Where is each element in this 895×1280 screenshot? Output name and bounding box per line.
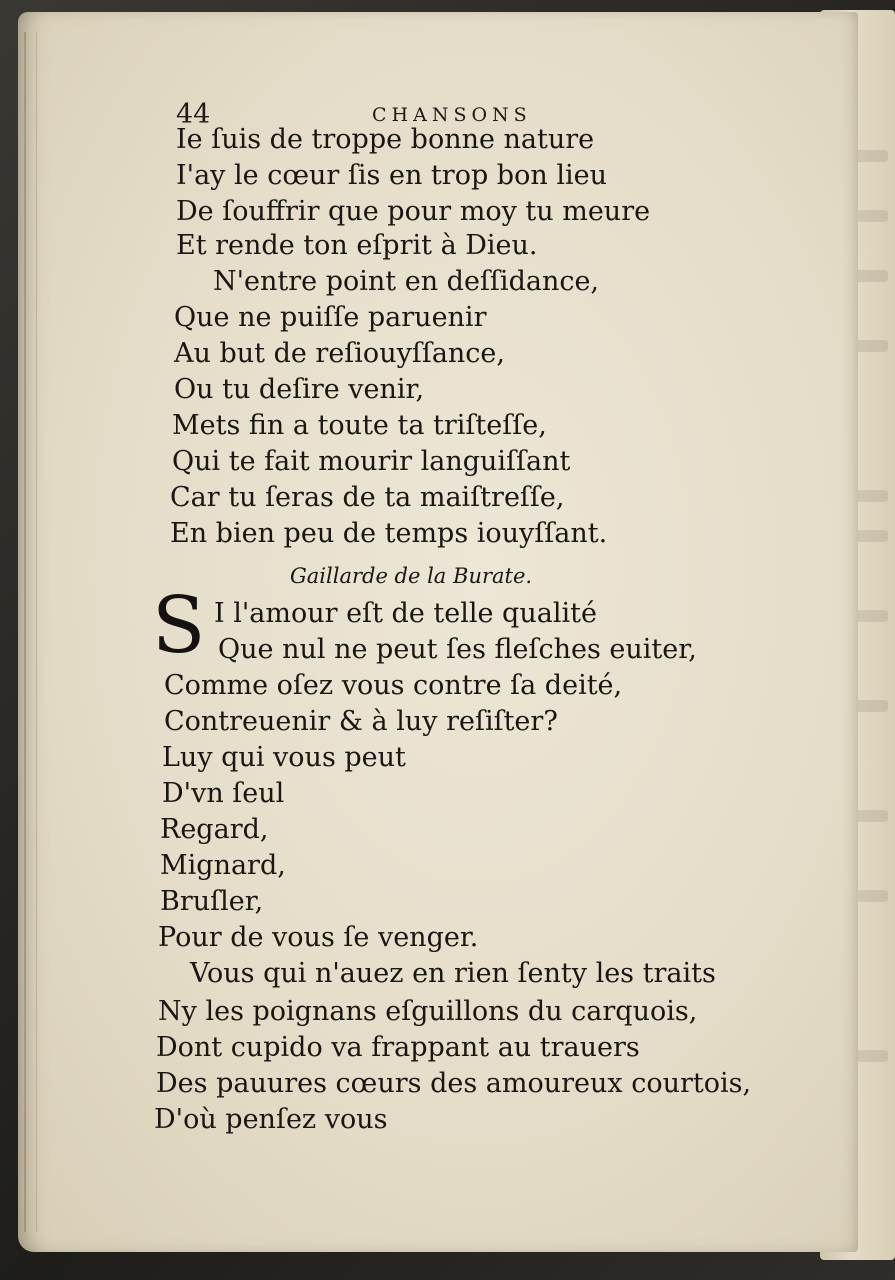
verse-line: D'vn ſeul bbox=[162, 778, 285, 809]
verse-line: Mignard, bbox=[160, 850, 286, 881]
verse-line: Que ne puiſſe paruenir bbox=[174, 302, 487, 333]
song-heading: Gaillarde de la Burate. bbox=[290, 564, 533, 588]
verse-line: Luy qui vous peut bbox=[162, 742, 406, 773]
verse-line: D'où penſez vous bbox=[154, 1104, 388, 1135]
drop-cap: S bbox=[152, 581, 206, 671]
verse-line: Comme oſez vous contre ſa deité, bbox=[164, 670, 623, 701]
verse-line: Car tu ſeras de ta maiſtreſſe, bbox=[170, 482, 565, 513]
verse-line: Des pauures cœurs des amoureux courtois, bbox=[156, 1068, 752, 1099]
verse-line: I'ay le cœur ſis en trop bon lieu bbox=[176, 160, 607, 191]
verse-line: Ny les poignans eſguillons du carquois, bbox=[158, 996, 698, 1027]
verse-line: Bruſler, bbox=[160, 886, 264, 917]
verse-line: N'entre point en deſſidance, bbox=[213, 266, 600, 297]
verse-line: Dont cupido va frappant au trauers bbox=[156, 1032, 640, 1063]
verse-line: I l'amour eſt de telle qualité bbox=[214, 598, 597, 629]
verse-line: Ou tu deſire venir, bbox=[174, 374, 425, 405]
verse-line: Pour de vous ſe venger. bbox=[158, 922, 479, 953]
verse-line: Et rende ton eſprit à Dieu. bbox=[176, 230, 538, 261]
verse-line: Au but de reſiouyſſance, bbox=[174, 338, 505, 369]
verse-line: Mets fin a toute ta triſteſſe, bbox=[172, 410, 547, 441]
verse-line: Vous qui n'auez en rien ſenty les traits bbox=[190, 958, 716, 989]
running-title: CHANSONS bbox=[372, 104, 532, 126]
verse-line: Ie ſuis de troppe bonne nature bbox=[176, 124, 595, 155]
verse-line: De ſouffrir que pour moy tu meure bbox=[176, 196, 651, 227]
verse-line: En bien peu de temps iouyſſant. bbox=[170, 518, 608, 549]
verse-line: Que nul ne peut ſes fleſches euiter, bbox=[218, 634, 697, 665]
verse-line: Qui te fait mourir languiſſant bbox=[172, 446, 571, 477]
page-number: 44 bbox=[176, 99, 211, 130]
verse-line: Regard, bbox=[160, 814, 269, 845]
verse-line: Contreuenir & à luy reſiſter? bbox=[164, 706, 558, 737]
